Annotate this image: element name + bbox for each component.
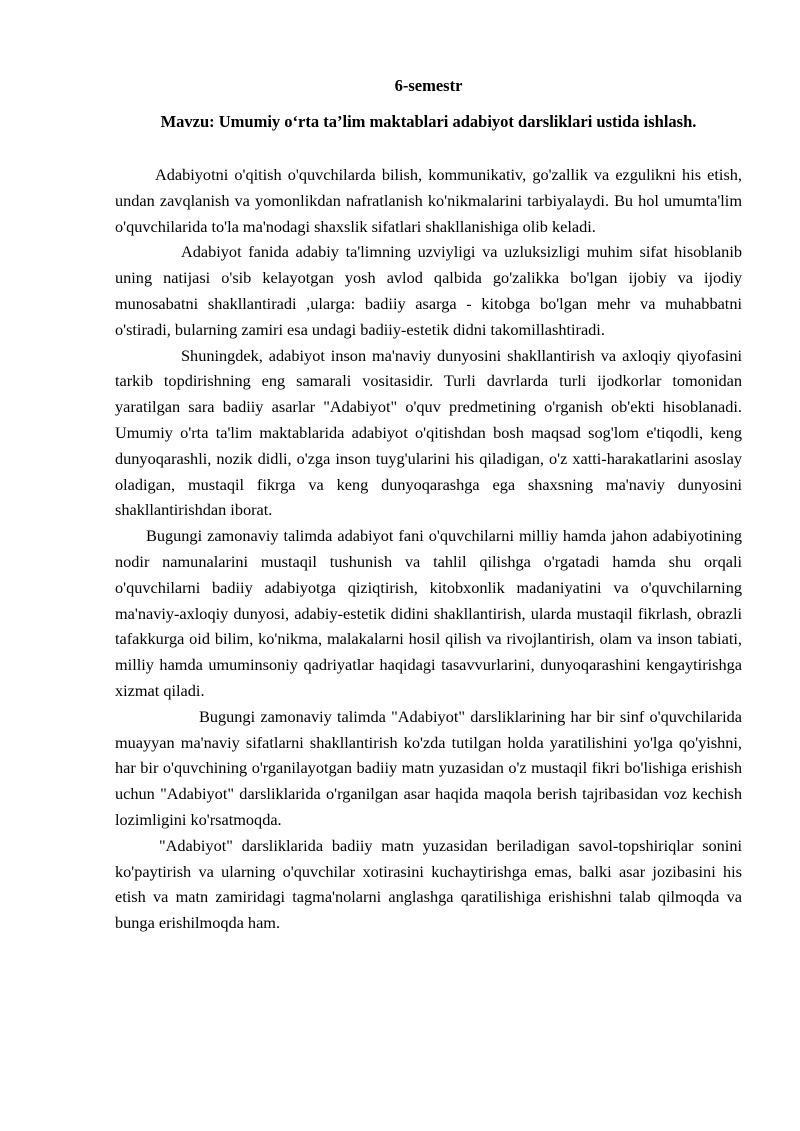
paragraph-6: "Adabiyot" darsliklarida badiiy matn yuzasidan beriladigan savol-topshiriqlar sonini ko'paytirish va ularning o'quvchilar xotirasini kuchaytirishga emas, balki asar jozibasini his etish va matn zamiridagi tagma'nolarni anglashga qaratilishiga erishishni talab qilmoqda va bunga erishilmoqda ham. xyxy=(115,835,742,933)
document-page xyxy=(115,74,742,936)
paragraph-1: Adabiyotni o'qitish o'quvchilarda bilish, kommunikativ, go'zallik va ezgulikni his etish, undan zavqlanish va yomonlikdan nafratlanish ko'nikmalarini tarbiyalaydi. Bu hol umumta'lim o'quvchilarida to'la ma'nodagi shaxslik sifatlari shakllanishiga olib keladi. xyxy=(115,165,742,236)
paragraph-3: Shuningdek, adabiyot inson ma'naviy dunyosini shakllantirish va axloqiy qiyofasini tarkib topdirishning eng samarali vositasidir. Turli davrlarda turli ijodkorlar tomonidan yaratilgan sara badiiy asarlar "Adabiyot" o'quv predmetining o'rganish ob'ekti hisoblanadi. Umumiy o'rta ta'lim maktablarida adabiyot o'qitishdan bosh maqsad sog'lom e'tiqodli, keng dunyoqarashli, nozik didli, o'zga inson tuyg'ularini his qiladigan, o'z xatti-harakatlarini asoslay oladigan, mustaqil fikrga va keng dunyoqarashga ega shaxsning ma'naviy dunyosini shakllantirishdan iborat. xyxy=(115,345,742,520)
semester-heading: 6-semestr xyxy=(394,76,463,95)
topic-title: Mavzu: Umumiy o‘rta ta’lim maktablari adabiyot darsliklari ustida ishlash. xyxy=(160,112,697,131)
paragraph-2: Adabiyot fanida adabiy ta'limning uzviyligi va uzluksizligi muhim sifat hisoblanib uning natijasi o'sib kelayotgan yosh avlod qalbida go'zalikka bo'lgan ijobiy va ijodiy munosabatni shakllantiradi ,ularga: badiiy asarga - kitobga bo'lgan mehr va muhabbatni o'stiradi, bularning zamiri esa undagi badiiy-estetik didni takomillashtiradi. xyxy=(115,242,742,339)
paragraph-4: Bugungi zamonaviy talimda adabiyot fani o'quvchilarni milliy hamda jahon adabiyotining nodir namunalarini mustaqil tushunish va tahlil qilishga o'rgatadi hamda shu orqali o'quvchilarni badiiy adabiyotga qiziqtirish, kitobxonlik madaniyatini va o'quvchilarning ma'naviy-axloqiy dunyosi, adabiy-estetik didini shakllantirish, ularda mustaqil fikrlash, obrazli tafakkurga oid bilim, ko'nikma, malakalarni hosil qilish va rivojlantirish, olam va inson tabiati, milliy hamda umuminsoniy qadriyatlar haqidagi tasavvurlarini, dunyoqarashini kengaytirishga xizmat qiladi. xyxy=(115,526,742,700)
paragraph-5: Bugungi zamonaviy talimda "Adabiyot" darsliklarining har bir sinf o'quvchilarida muayyan ma'naviy sifatlarni shakllantirish ko'zda tutilgan holda yaratilishini yo'lga qo'yishni, har bir o'quvchining o'rganilayotgan badiiy matn yuzasidan o'z mustaqil fikri bo'lishiga erishish uchun "Adabiyot" darsliklarida o'rganilgan asar haqida maqola berish tajribasidan voz kechish lozimligini ko'rsatmoqda. xyxy=(115,706,742,829)
